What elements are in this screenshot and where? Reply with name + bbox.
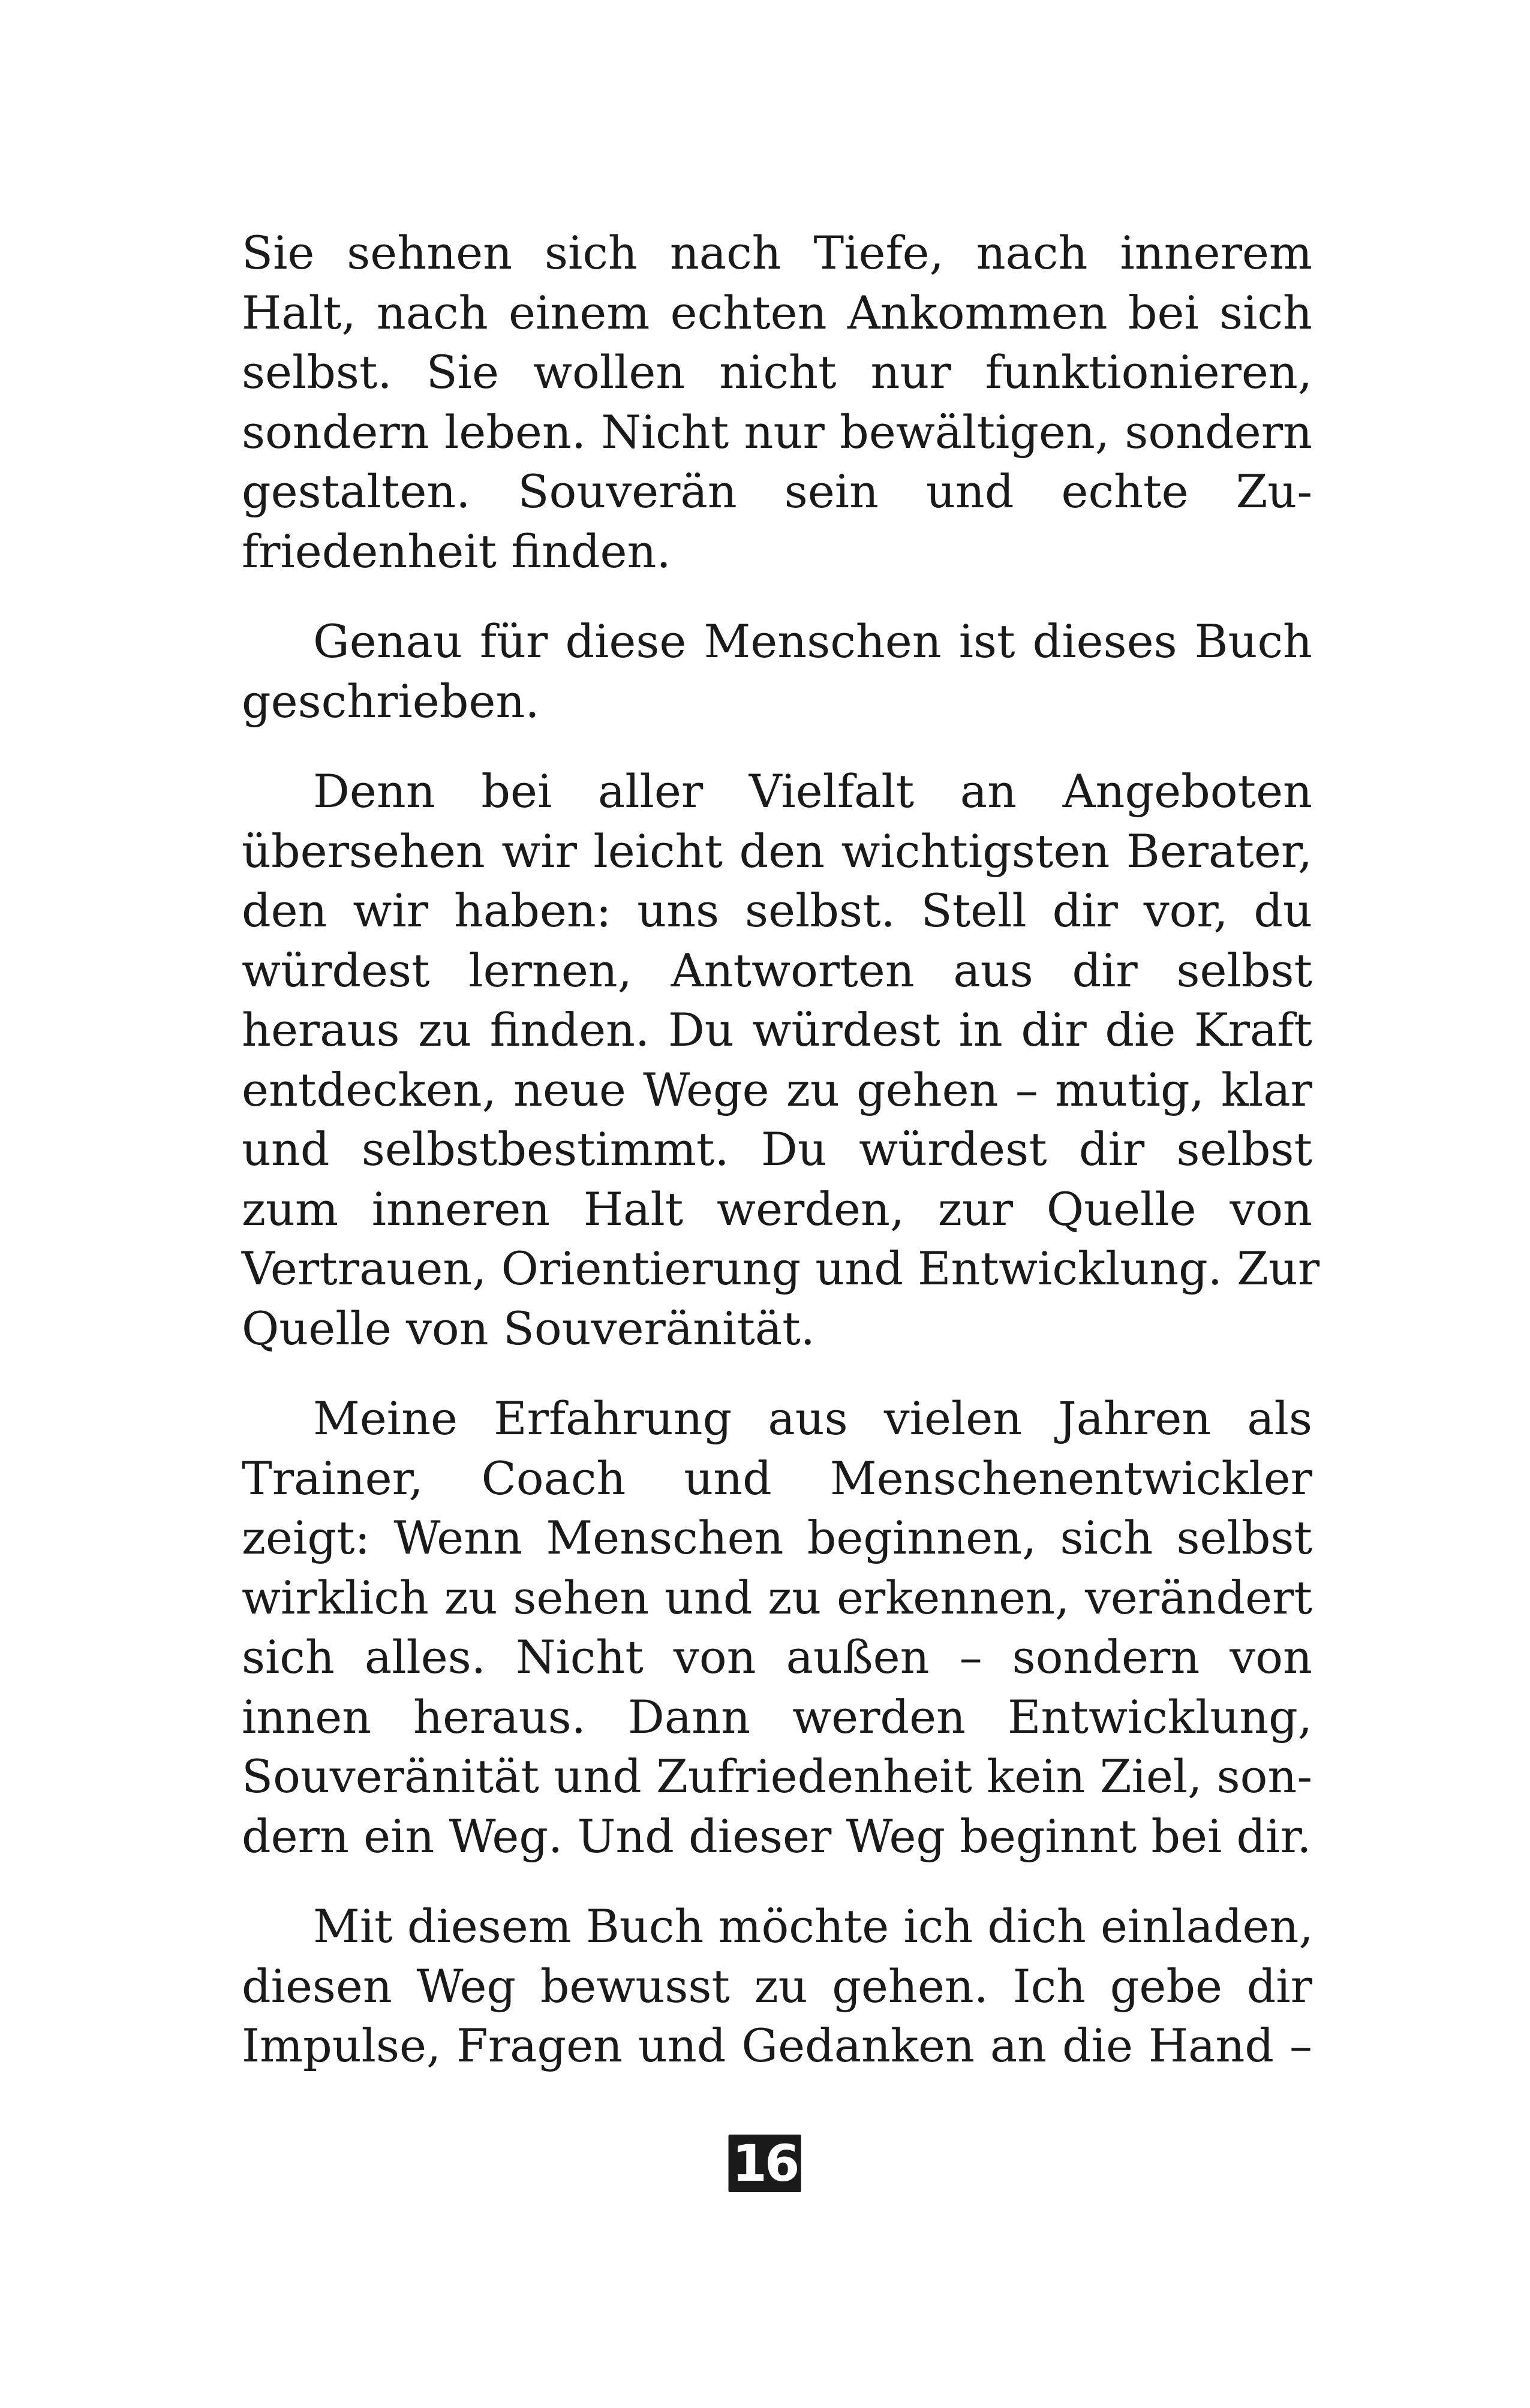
text-line: zeigt: Wenn Menschen beginnen, sich selbst: [242, 1511, 1312, 1564]
paragraph-5: [242, 1897, 1312, 2076]
body-text: [242, 223, 1320, 2076]
text-line: sondern leben. Nicht nur bewältigen, sondern: [242, 405, 1312, 459]
text-line: Quelle von Souveränität.: [242, 1301, 815, 1355]
paragraph-1: [242, 223, 1312, 581]
text-line: Genau für diese Menschen ist dieses Buch: [313, 615, 1312, 668]
text-line: Vertrauen, Orientierung und Entwicklung. Zur: [242, 1242, 1320, 1295]
text-line: würdest lernen, Antworten aus dir selbst: [242, 943, 1312, 997]
text-line: zum inneren Halt werden, zur Quelle von: [242, 1182, 1312, 1236]
paragraph-2: [242, 612, 1312, 731]
text-line: sich alles. Nicht von außen – sondern von: [242, 1630, 1312, 1684]
text-line: innen heraus. Dann werden Entwicklung,: [242, 1690, 1312, 1744]
page-number-label: 16: [729, 2135, 801, 2192]
page-number: [729, 2135, 801, 2192]
paragraph-3: [242, 761, 1320, 1358]
text-line: diesen Weg bewusst zu gehen. Ich gebe dir: [242, 1959, 1312, 2013]
text-line: friedenheit finden.: [242, 524, 671, 578]
text-line: Souveränität und Zufriedenheit kein Ziel, son-: [242, 1750, 1312, 1803]
text-line: entdecken, neue Wege zu gehen – mutig, klar: [242, 1062, 1312, 1116]
text-line: Impulse, Fragen und Gedanken an die Hand –: [242, 2019, 1312, 2072]
text-line: dern ein Weg. Und dieser Weg beginnt bei dir.: [242, 1809, 1312, 1863]
text-line: gestalten. Souverän sein und echte Zu-: [242, 465, 1312, 518]
text-line: Mit diesem Buch möchte ich dich einladen,: [313, 1900, 1313, 1953]
text-line: den wir haben: uns selbst. Stell dir vor, du: [242, 884, 1312, 937]
paragraph-4: [242, 1389, 1312, 1866]
text-line: und selbstbestimmt. Du würdest dir selbst: [242, 1122, 1312, 1176]
text-line: Meine Erfahrung aus vielen Jahren als: [313, 1392, 1312, 1445]
text-line: Sie sehnen sich nach Tiefe, nach innerem: [242, 226, 1312, 279]
text-line: Halt, nach einem echten Ankommen bei sich: [242, 285, 1312, 339]
text-line: selbst. Sie wollen nicht nur funktionieren,: [242, 345, 1312, 399]
text-line: heraus zu finden. Du würdest in dir die Kraft: [242, 1003, 1312, 1056]
text-line: übersehen wir leicht den wichtigsten Berater,: [242, 824, 1312, 878]
text-line: Denn bei aller Vielfalt an Angeboten: [313, 764, 1312, 818]
text-line: wirklich zu sehen und zu erkennen, verändert: [242, 1570, 1312, 1624]
text-line: geschrieben.: [242, 674, 540, 728]
text-line: Trainer, Coach und Menschenentwickler: [242, 1451, 1312, 1505]
